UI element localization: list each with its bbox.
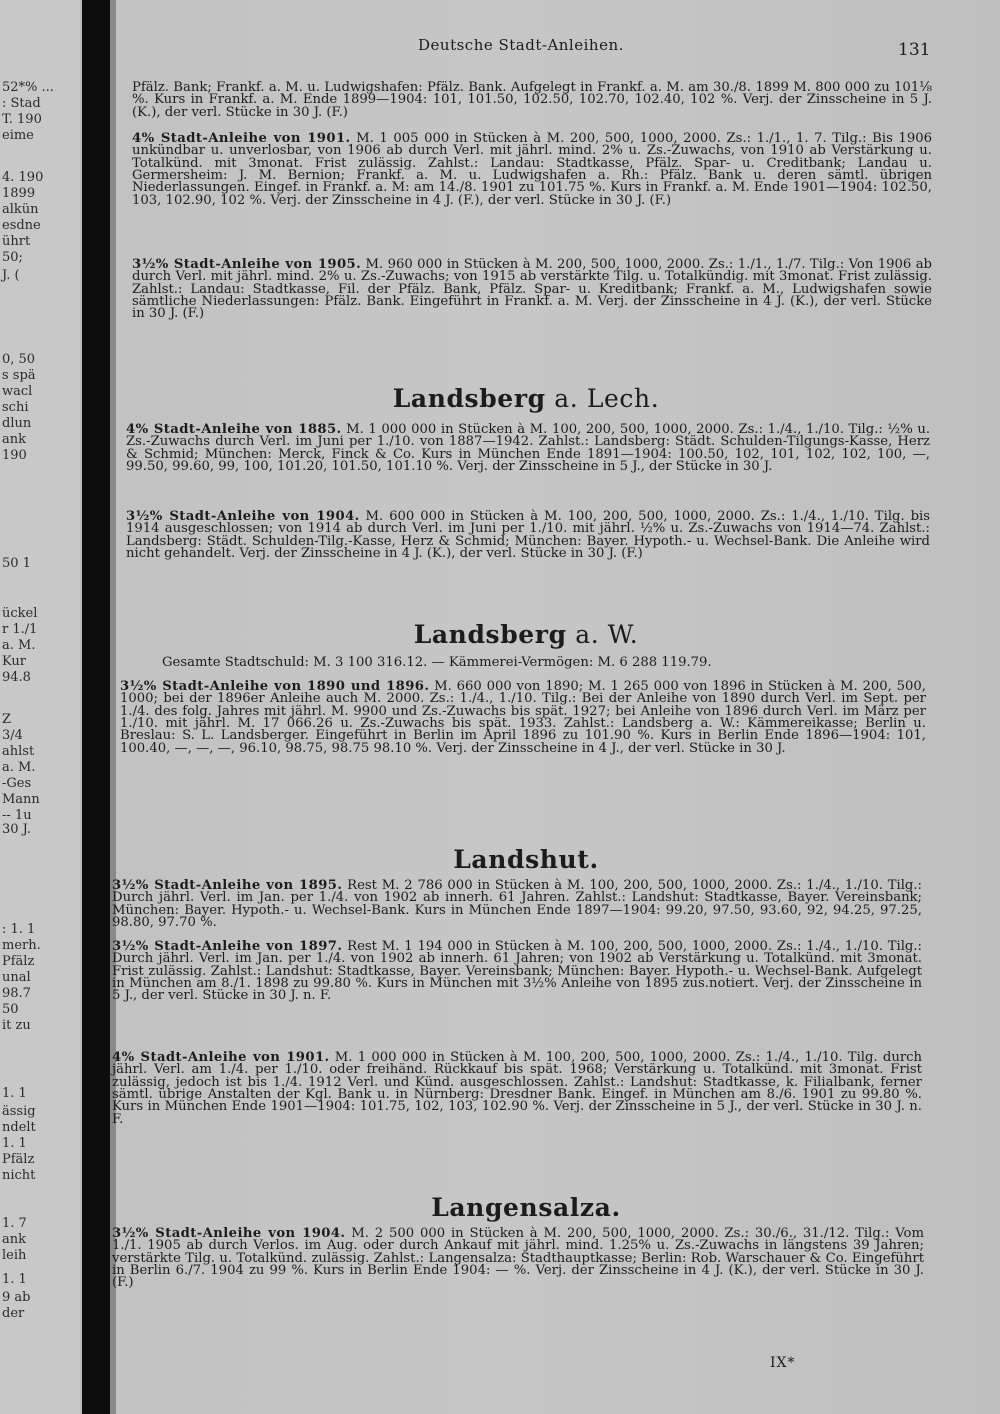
facing-page-fragment-text: : Stad [2,96,41,111]
entry-text: M. 660 000 von 1890; M. 1 265 000 von 1896 in Stücken à M. 200, 500, 1000; bei der 1896er Anleihe auch M. 2000. Zs.: 1./4., 1./10. Tilg.: Bei der Anleihe von 1890 durch Verl. im Sept. per 1./4. des folg. Jahres mit jährl. M. 9900 und Zs.-Zuwachs bis spät. 1927; bei Anleihe von 1896 durch Verl. im März per 1./10. mit jährl. M. 17 066.26 u. Zs.-Zuwachs bis spät. 1933. Zahlst.: Landsberg a. W.: Kämmereikasse; Berlin u. Breslau: S. L. Landsberger. Eingeführt in Berlin im April 1896 zu 101.90 %. Kurs in Berlin Ende 1896—1904: 101, 100.40, —, —, —, 96.10, 98.75, 98.75 98.10 %. Verj. der Zinsscheine in 4 J., der verl. Stücke in 30 J. [120,679,926,756]
heading-town: Langensalza. [431,1193,621,1222]
entry-landsberg-lech-1904 [126,511,930,560]
facing-page-fragment-text: J. ( [2,268,20,283]
facing-page-fragment-text: T. 190 [2,112,42,127]
entry-text: M. 600 000 in Stücken à M. 100, 200, 500, 1000, 2000. Zs.: 1./4., 1./10. Tilg. bis 1914 ausgeschlossen; von 1914 ab durch Verl. im Juni per 1./10. mit jährl. ½% u. Zs.-Zuwachs von 1914—74. Zahlst.: Landsberg: Städt. Schulden-Tilg.-Kasse, Herz & Schmid; München: Bayer. Hypoth.- u. Wechsel-Bank. Die Anleihe wird nicht gehandelt. Verj. der Zinsscheine in 4 J. (K.), der verl. Stücke in 30 J. (F.) [126,509,930,562]
entry-stadt-anleihe-1901 [132,133,932,207]
facing-page-fragment-text: nicht [2,1168,36,1183]
entry-landshut-1895 [112,880,922,929]
entry-text: M. 960 000 in Stücken à M. 200, 500, 1000, 2000. Zs.: 1./1., 1./7. Tilg.: Von 1906 ab durch Verl. mit jährl. mind. 2% u. Zs.-Zuwachs; von 1915 ab verstärkte Tilg. u. Totalkündig. mit 3monat. Frist zulässig. Zahlst.: Landau: Stadtkasse, Fil. der Pfälz. Bank, Pfälz. Spar- u. Kreditbank; Frankf. a. M., Ludwigshafen sowie sämtliche Niederlassungen: Pfälz. Bank. Eingeführt in Frankf. a. M. Verj. der Zinsscheine in 4 J. (K.), der verl. Stücke in 30 J. (F.) [132,257,933,322]
facing-page-fragment-text: a. M. [2,638,36,653]
section-heading-landshut [118,845,934,874]
facing-page-fragment-text: ässig [2,1104,36,1119]
entry-stadt-anleihe-1905 [132,259,932,321]
section-heading-landsberg-lech [118,384,934,413]
facing-page-fragment-text: 4. 190 [2,170,44,185]
facing-page-fragment-text: s spä [2,368,36,383]
heading-town: Landsberg [413,620,567,649]
entry-lead: 3½% Stadt-Anleihe von 1895. [112,878,343,893]
facing-page-fragment-text: -Ges [2,776,32,791]
facing-page-fragment-text: Pfälz [2,954,35,969]
facing-page-fragment-text: der [2,1306,25,1321]
facing-page-fragment-text: 1. 1 [2,1136,27,1151]
entry-continuation [132,82,932,119]
binding-gutter [82,0,110,1414]
entry-lead: 3½% Stadt-Anleihe von 1904. [112,1226,346,1241]
entry-langensalza-1904 [112,1228,924,1290]
facing-page-fragment-text: eime [2,128,34,143]
facing-page-fragment-text: 98.7 [2,986,31,1001]
debt-summary: Gesamte Stadtschuld: M. 3 100 316.12. — Kämmerei-Vermögen: M. 6 288 119.79. [162,655,712,670]
facing-page-fragment-text: leih [2,1248,27,1263]
facing-page-fragment-text: Kur [2,654,27,669]
page-number: 131 [898,40,931,60]
entry-landsberg-lech-1885 [126,424,930,473]
entry-lead: 4% Stadt-Anleihe von 1901. [112,1050,330,1065]
facing-page-fragment-text: wacl [2,384,33,399]
facing-page-fragment-text: it zu [2,1018,31,1033]
facing-page-fragment-text: 50 1 [2,556,31,571]
facing-page-fragment-text: unal [2,970,31,985]
entry-text: Rest M. 2 786 000 in Stücken à M. 100, 200, 500, 1000, 2000. Zs.: 1./4., 1./10. Tilg.: Durch jährl. Verl. im Jan. per 1./4. von 1902 ab innerh. 61 Jahren. Zahlst.: Landshut: Stadtkasse, Bayer. Vereinsbank; München: Bayer. Hypoth.- u. Wechsel-Bank. Kurs in München Ende 1897—1904: 99.20, 97.50, 93.60, 92, 94.25, 97.25, 98.80, 97.70 %. [112,878,923,931]
facing-page-fragment-text: -- 1u [2,808,32,823]
facing-page-fragment-text: alkün [2,202,39,217]
entry-lead: 4% Stadt-Anleihe von 1885. [126,422,342,437]
entry-lead: 3½% Stadt-Anleihe von 1890 und 1896. [120,679,430,694]
facing-page-fragment-text: schi [2,400,29,415]
facing-page-fragment-text: 1899 [2,186,36,201]
entry-landshut-1897 [112,941,922,1003]
facing-page-fragment-text: 94.8 [2,670,31,685]
entry-lead: 3½% Stadt-Anleihe von 1905. [132,257,362,272]
facing-page-fragment-text: a. M. [2,760,36,775]
facing-page-fragment-text: 190 [2,448,27,463]
page-content [112,0,934,1414]
heading-suffix: a. W. [566,620,639,649]
entry-text: M. 2 500 000 in Stücken à M. 200, 500, 1000, 2000. Zs.: 30./6., 31./12. Tilg.: Vom 1./1. 1905 ab durch Verlos. im Aug. oder durch Ankauf mit jährl. mind. 1.25% u. Zs.-Zuwachs in längstens 39 Jahren; verstärkte Tilg. u. Totalkünd. zulässig. Zahlst.: Langensalza: Stadthauptkasse; Berlin: Rob. Warschauer & Co. Eingeführt in Berlin 6./7. 1904 zu 99 %. Kurs in Berlin Ende 1904: — %. Verj. der Zinsscheine in 4 J. (K.), der verl. Stücke in 30 J. (F.) [112,1226,924,1291]
entry-landsberg-w-1890-1896 [120,681,926,755]
facing-page-fragment-text: 50 [2,1002,19,1017]
binding-edge [110,0,116,1414]
facing-page-fragment-text: 30 J. [2,822,32,837]
heading-town: Landsberg [392,384,546,413]
facing-page-fragment-text: ndelt [2,1120,36,1135]
facing-page-fragment-text: 1. 1 [2,1086,27,1101]
facing-page-fragment-text: Z [2,712,12,727]
running-head: Deutsche Stadt-Anleihen. [418,36,624,54]
facing-page-fragment-text: 1. 1 [2,1272,27,1287]
facing-page-fragment-text: merh. [2,938,41,953]
section-heading-landsberg-w [118,620,934,649]
facing-page-fragment-text: ührt [2,234,31,249]
facing-page-fragment-text: Mann [2,792,40,807]
facing-page-fragment-text: esdne [2,218,41,233]
facing-page-fragment-text: ank [2,432,27,447]
entry-lead: 3½% Stadt-Anleihe von 1897. [112,939,343,954]
facing-page-fragment-text: 50; [2,250,23,265]
entry-lead: 4% Stadt-Anleihe von 1901. [132,131,351,146]
entry-text: M. 1 005 000 in Stücken à M. 200, 500, 1000, 2000. Zs.: 1./1., 1. 7. Tilg.: Bis 1906 unkündbar u. unverlosbar, von 1906 ab durch Verl. mit jährl. mind. 2% u. Zs.-Zuwachs, von 1910 ab Verstärkung u. Totalkünd. mit 3monat. Frist zulässig. Zahlst.: Landau: Stadtkasse, Pfälz. Spar- u. Creditbank; Landau u. Germersheim: J. M. Bernion; Frankf. a. M. u. Ludwigshafen a. Rh.: Pfälz. Bank u. deren sämtl. übrigen Niederlassungen. Eingef. in Frankf. a. M: am 14./8. 1901 zu 101.75 %. Kurs in Frankf. a. M. Ende 1901—1904: 102.50, 103, 102.90, 102 %. Verj. der Zinsscheine in 4 J. (F.), der verl. Stücke in 30 J. (F.) [132,131,932,208]
entry-text: M. 1 000 000 in Stücken à M. 100, 200, 500, 1000, 2000. Zs.: 1./4., 1./10. Tilg. durch jährl. Verl. am 1./4. per 1./10. oder freihänd. Rückkauf bis spät. 1968; Verstärkung u. Totalkünd. mit 3monat. Frist zulässig, jedoch ist bis 1./4. 1912 Verl. und Künd. ausgeschlossen. Zahlst.: Landshut: Stadtkasse, k. Filialbank, ferner sämtl. übrige Anstalten der Kgl. Bank u. in Nürnberg: Dresdner Bank. Eingef. in München am 8./6. 1901 zu 99.80 %. Kurs in München Ende 1901—1904: 101.75, 102, 103, 102.90 %. Verj. der Zinsscheine in 5 J., der verl. Stücke in 30 J. n. F. [112,1050,923,1127]
facing-page-fragment [0,0,80,1414]
facing-page-fragment-text: 52*% ... [2,80,54,95]
facing-page-fragment-text: 1. 7 [2,1216,27,1231]
facing-page-fragment-text: : 1. 1 [2,922,36,937]
facing-page-fragment-text: dlun [2,416,32,431]
entry-text: Rest M. 1 194 000 in Stücken à M. 100, 200, 500, 1000, 2000. Zs.: 1./4., 1./10. Tilg.: Durch jährl. Verl. im Jan. per 1./4. von 1902 ab innerh. 61 Jahren; von 1902 ab Verstärkung u. Totalkünd. mit 3monat. Frist zulässig. Zahlst.: Landshut: Stadtkasse, Bayer. Vereinsbank; München: Bayer. Hypoth.- u. Wechsel-Bank. Aufgelegt in München am 8./1. 1898 zu 99.80 %. Kurs in München mit 3½% Anleihe von 1895 zus.notiert. Verj. der Zinsscheine in 5 J., der verl. Stücke in 30 J. n. F. [112,939,923,1004]
facing-page-fragment-text: ückel [2,606,38,621]
entry-landshut-1901 [112,1052,922,1126]
entry-lead: 3½% Stadt-Anleihe von 1904. [126,509,360,524]
facing-page-fragment-text: ahlst [2,744,35,759]
facing-page-fragment-text: ank [2,1232,27,1247]
facing-page-fragment-text: 0, 50 [2,352,36,367]
heading-suffix: a. Lech. [545,384,660,413]
heading-town: Landshut. [453,845,599,874]
signature-mark: IX* [770,1355,796,1371]
section-heading-langensalza [118,1193,934,1222]
entry-text: M. 1 000 000 in Stücken à M. 100, 200, 500, 1000, 2000. Zs.: 1./4., 1./10. Tilg.: ½% u. Zs.-Zuwachs durch Verl. im Juni per 1./10. von 1887—1942. Zahlst.: Landsberg: Städt. Schulden-Tilgungs-Kasse, Herz & Schmid; München: Merck, Finck & Co. Kurs in München Ende 1891—1904: 100.50, 102, 101, 102, 102, 100, —, 99.50, 99.60, 99, 100, 101.20, 101.50, 101.10 %. Verj. der Zinsscheine in 5 J., der Stücke in 30 J. [126,422,931,475]
facing-page-fragment-text: r 1./1 [2,622,38,637]
facing-page-fragment-text: 3/4 [2,728,23,743]
facing-page-fragment-text: Pfälz [2,1152,35,1167]
entry-text: Pfälz. Bank; Frankf. a. M. u. Ludwigshafen: Pfälz. Bank. Aufgelegt in Frankf. a. M. am 30./8. 1899 M. 800 000 zu 101⅛ %. Kurs in Frankf. a. M. Ende 1899—1904: 101, 101.50, 102.50, 102.70, 102.40, 102 %. Verj. der Zinsscheine in 5 J. (K.), der verl. Stücke in 30 J. (F.) [132,80,932,120]
facing-page-fragment-text: 9 ab [2,1290,31,1305]
